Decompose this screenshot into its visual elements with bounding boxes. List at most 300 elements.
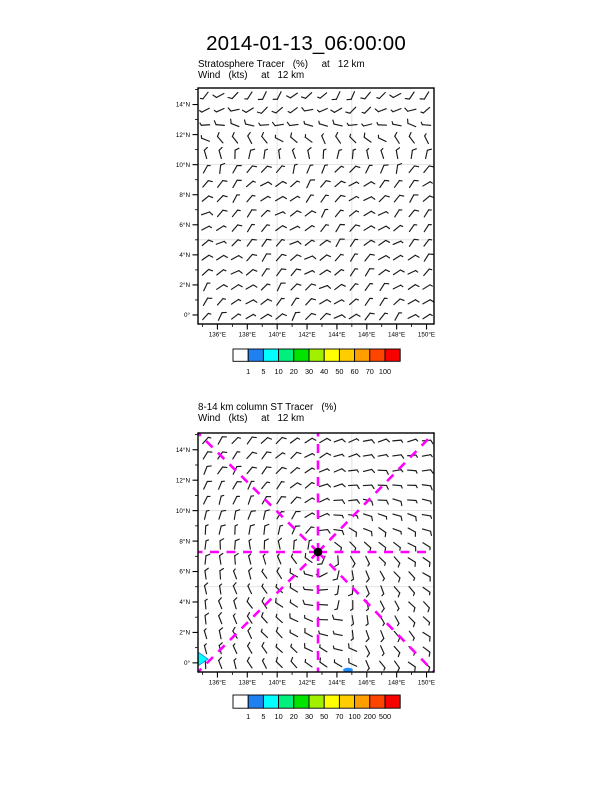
wind-barb: [290, 644, 299, 652]
wind-barb-tick: [208, 450, 212, 454]
wind-barb-tick: [312, 225, 314, 228]
wind-barb-staff: [334, 530, 342, 531]
wind-barb-tick: [400, 532, 402, 535]
wind-barb-staff: [363, 440, 371, 442]
wind-barb-tick: [214, 110, 216, 113]
wind-barb-tick: [430, 181, 432, 184]
wind-barb: [421, 573, 432, 581]
wind-barb-staff: [422, 515, 430, 516]
wind-barb-tick: [375, 108, 378, 112]
wind-barb: [349, 470, 359, 473]
wind-barb: [204, 465, 211, 476]
wind-barb: [293, 164, 297, 174]
wind-barb-tick: [377, 135, 379, 138]
wind-barb-staff: [305, 454, 313, 458]
wind-barb-staff: [232, 92, 238, 98]
wind-barb: [364, 210, 375, 219]
wind-barb-staff: [217, 196, 223, 202]
wind-barb-staff: [394, 587, 400, 593]
wind-barb: [362, 122, 372, 127]
wind-barb-tick: [428, 637, 432, 641]
wind-barb: [232, 209, 240, 218]
wind-barb: [203, 296, 211, 307]
wind-barb-staff: [217, 137, 222, 143]
wind-barb: [421, 106, 430, 114]
wind-barb: [235, 525, 238, 535]
wind-barb-tick: [281, 495, 285, 499]
wind-barb-tick: [282, 253, 286, 257]
y-axis-tick-label: 14°N: [175, 446, 190, 454]
wind-barb-staff: [278, 556, 281, 564]
wind-barb: [421, 558, 432, 567]
wind-barb-staff: [275, 138, 282, 142]
wind-barb-staff: [203, 181, 208, 187]
wind-barb-tick: [366, 579, 370, 582]
wind-barb-staff: [261, 284, 267, 290]
wind-barb-tick: [412, 638, 415, 640]
wind-barb-tick: [208, 179, 212, 183]
wind-barb: [366, 149, 370, 159]
wind-barb: [424, 209, 431, 218]
y-axis-tick-label: 8°N: [179, 538, 190, 546]
wind-barb-staff: [393, 455, 401, 456]
wind-barb-tick: [355, 268, 358, 270]
colorbar-tick-label: 40: [320, 367, 329, 376]
colorbar-cell: [385, 695, 400, 708]
wind-barb: [294, 540, 297, 550]
wind-barb-tick: [428, 577, 432, 581]
wind-barb-staff: [410, 195, 414, 202]
wind-barb: [246, 299, 257, 307]
wind-barb-staff: [291, 661, 297, 667]
wind-barb: [364, 239, 375, 248]
wind-barb: [289, 133, 299, 142]
wind-barb-tick: [384, 533, 388, 537]
wind-barb-staff: [247, 239, 252, 246]
wind-barb: [380, 179, 389, 190]
wind-barb-staff: [395, 181, 400, 188]
wind-barb-staff: [423, 647, 430, 652]
wind-barb-staff: [202, 226, 209, 230]
x-axis-tick-label: 136°E: [208, 679, 227, 687]
wind-barb-tick: [401, 241, 403, 244]
wind-barb-tick: [416, 314, 419, 318]
wind-barb-staff: [320, 93, 327, 98]
wind-barb-staff: [408, 300, 415, 304]
wind-barb-staff: [202, 240, 208, 245]
wind-barb: [232, 313, 241, 321]
wind-barb: [233, 179, 241, 190]
wind-barb-staff: [262, 166, 268, 172]
wind-barb-tick: [303, 121, 305, 124]
wind-barb: [277, 554, 283, 564]
wind-barb-tick: [430, 299, 434, 303]
colorbar-cell: [309, 349, 324, 361]
wind-barb: [202, 254, 213, 263]
wind-barb: [378, 514, 388, 519]
wind-barb-tick: [356, 224, 360, 228]
wind-barb-tick: [248, 554, 251, 556]
wind-barb: [307, 164, 313, 174]
wind-barb-staff: [233, 452, 237, 459]
wind-barb-tick: [265, 509, 269, 512]
wind-barb-tick: [385, 297, 388, 299]
wind-barb-tick: [278, 538, 282, 541]
wind-barb-staff: [409, 631, 414, 638]
wind-barb-staff: [349, 182, 356, 186]
wind-barb: [246, 284, 257, 292]
wind-barb: [379, 269, 390, 278]
wind-barb-tick: [429, 209, 432, 211]
wind-barb: [407, 572, 415, 581]
wind-barb-staff: [217, 299, 222, 305]
wind-barb: [274, 598, 285, 607]
wind-barb-tick: [400, 516, 403, 520]
wind-barb-tick: [253, 314, 255, 317]
wind-barb-staff: [246, 314, 253, 318]
wind-barb-staff: [290, 603, 297, 608]
wind-barb-tick: [415, 299, 419, 303]
wind-barb: [304, 659, 313, 666]
wind-barb-staff: [219, 511, 222, 519]
wind-barb-tick: [282, 313, 286, 317]
wind-barb-staff: [351, 269, 356, 276]
wind-barb-staff: [217, 255, 224, 259]
wind-barb-tick: [302, 107, 305, 111]
wind-barb-staff: [334, 300, 341, 304]
wind-barb-tick: [326, 312, 330, 316]
wind-barb: [334, 483, 345, 490]
wind-barb-staff: [409, 602, 415, 608]
wind-barb-tick: [351, 609, 353, 610]
wind-barb-staff: [364, 124, 372, 126]
wind-barb-tick: [297, 482, 301, 486]
wind-barb: [292, 149, 297, 159]
wind-barb: [248, 509, 255, 520]
wind-barb-staff: [424, 210, 428, 217]
wind-barb-staff: [409, 225, 414, 232]
wind-barb: [247, 180, 256, 188]
wind-barb-tick: [416, 270, 418, 273]
wind-barb-tick: [221, 524, 225, 527]
wind-barb-staff: [234, 571, 237, 579]
colorbar-tick-label: 50: [320, 712, 329, 721]
wind-barb-staff: [291, 497, 297, 503]
wind-barb: [205, 613, 210, 624]
wind-barb: [288, 614, 299, 622]
wind-barb-staff: [291, 137, 297, 142]
wind-barb-tick: [219, 553, 223, 556]
wind-barb-tick: [328, 529, 330, 533]
timestamp-title: 2014-01-13_06:00:00: [206, 32, 406, 55]
wind-barb-tick: [397, 623, 400, 625]
wind-barb-staff: [381, 631, 384, 639]
wind-barb: [247, 451, 257, 461]
wind-barb: [305, 210, 316, 219]
wind-barb: [424, 224, 431, 233]
wind-barb-tick: [235, 554, 239, 556]
wind-barb-tick: [413, 562, 417, 566]
wind-barb-tick: [267, 465, 271, 469]
wind-barb-staff: [381, 165, 384, 173]
wind-barb-tick: [401, 470, 403, 472]
wind-barb-staff: [381, 646, 384, 654]
wind-barb: [219, 553, 224, 564]
wind-barb-tick: [354, 548, 357, 550]
wind-barb-staff: [366, 571, 369, 579]
wind-barb-staff: [233, 616, 236, 624]
wind-barb-tick: [327, 269, 331, 273]
wind-barb: [218, 657, 225, 668]
wind-barb: [380, 282, 389, 293]
wind-barb-staff: [334, 500, 342, 501]
wind-barb: [305, 239, 314, 247]
wind-barb: [379, 255, 390, 263]
wind-barb-staff: [408, 271, 416, 275]
wind-barb-staff: [393, 499, 401, 501]
wind-barb-staff: [202, 212, 210, 215]
wind-barb-tick: [416, 439, 418, 442]
colorbar-tick-label: 5: [261, 712, 266, 721]
wind-barb-tick: [261, 642, 265, 646]
wind-barb-tick: [356, 165, 360, 169]
wind-barb-staff: [379, 542, 386, 547]
wind-barb-staff: [203, 92, 208, 99]
wind-barb: [422, 515, 432, 519]
wind-barb: [279, 149, 283, 159]
wind-barb: [233, 614, 239, 624]
wind-barb-tick: [303, 644, 306, 648]
wind-barb-tick: [342, 314, 345, 318]
wind-barb-staff: [305, 211, 312, 216]
wind-barb: [260, 613, 270, 623]
wind-barb: [365, 283, 372, 292]
wind-barb-staff: [379, 93, 385, 99]
colorbar-cell: [294, 695, 309, 708]
wind-barb-tick: [386, 454, 388, 456]
wind-barb: [276, 253, 286, 263]
wind-barb: [333, 646, 343, 650]
wind-barb-tick: [414, 224, 417, 226]
wind-barb-staff: [292, 313, 295, 321]
wind-barb-staff: [291, 255, 297, 260]
colorbar-tick-label: 100: [348, 712, 361, 721]
wind-barb-tick: [397, 653, 401, 657]
wind-barb-tick: [414, 532, 418, 536]
wind-barb-tick: [355, 283, 358, 285]
wind-barb-tick: [342, 454, 344, 457]
wind-barb: [365, 297, 372, 306]
wind-barb-staff: [246, 285, 253, 289]
wind-barb-staff: [220, 165, 221, 173]
wind-barb-staff: [423, 543, 430, 547]
wind-barb-staff: [393, 124, 401, 126]
wind-barb-tick: [237, 465, 241, 468]
wind-barb-staff: [291, 647, 297, 653]
wind-barb: [363, 631, 370, 642]
wind-barb-staff: [320, 453, 327, 458]
wind-barb: [231, 133, 240, 143]
wind-barb-staff: [232, 299, 239, 304]
wind-barb: [228, 106, 239, 112]
wind-barb-staff: [364, 137, 371, 142]
wind-barb-staff: [423, 107, 429, 113]
wind-barb: [202, 195, 212, 204]
wind-barb: [308, 540, 312, 550]
wind-barb-tick: [247, 627, 251, 630]
wind-barb-staff: [394, 225, 400, 230]
wind-barb-tick: [351, 639, 353, 640]
wind-barb-tick: [297, 210, 301, 214]
wind-barb-tick: [280, 525, 283, 527]
x-axis-tick-label: 142°E: [298, 679, 316, 687]
wind-barb-tick: [335, 564, 339, 566]
wind-barb-staff: [291, 452, 297, 458]
cross-section-line-sw: [198, 552, 318, 672]
wind-barb: [291, 210, 301, 219]
wind-barb: [234, 659, 239, 669]
wind-barb-staff: [334, 315, 342, 318]
wind-barb-staff: [378, 455, 386, 457]
wind-barb-tick: [237, 179, 241, 183]
wind-barb-staff: [320, 300, 327, 304]
wind-barb-tick: [318, 562, 322, 565]
wind-barb-tick: [363, 133, 367, 137]
wind-barb-staff: [364, 182, 371, 186]
wind-barb-staff: [263, 92, 267, 100]
wind-barb-staff: [219, 481, 222, 489]
wind-barb-staff: [337, 150, 339, 158]
wind-barb-tick: [281, 281, 285, 284]
wind-barb-staff: [307, 180, 311, 188]
wind-barb: [291, 554, 299, 563]
wind-barb-tick: [394, 133, 398, 137]
wind-barb-tick: [318, 121, 320, 124]
wind-barb: [261, 298, 271, 307]
wind-barb-tick: [370, 297, 373, 299]
colorbar-tick-label: 70: [365, 367, 374, 376]
colorbar-cell: [324, 349, 339, 361]
wind-barb: [264, 149, 268, 159]
wind-barb: [393, 285, 403, 291]
wind-barb-staff: [366, 165, 370, 173]
wind-barb: [395, 312, 402, 322]
wind-barb-staff: [336, 92, 340, 100]
colorbar-tick-label: 20: [289, 367, 298, 376]
wind-barb-tick: [342, 531, 344, 535]
wind-barb-tick: [335, 594, 337, 596]
wind-barb: [275, 644, 284, 652]
wind-barb-staff: [247, 210, 251, 217]
wind-barb-tick: [247, 642, 251, 646]
wind-barb-tick: [430, 531, 433, 535]
wind-barb-tick: [431, 454, 433, 456]
wind-barb-tick: [228, 107, 231, 111]
wind-barb-staff: [319, 589, 327, 590]
wind-barb-staff: [277, 571, 281, 578]
wind-barb: [303, 644, 314, 652]
wind-barb-tick: [386, 255, 390, 259]
wind-barb-staff: [335, 195, 341, 201]
wind-barb-tick: [309, 540, 311, 542]
wind-barb: [231, 255, 242, 263]
wind-barb-tick: [385, 179, 389, 183]
wind-barb: [423, 299, 434, 307]
wind-barb-tick: [401, 255, 403, 258]
wind-barb-staff: [305, 240, 312, 245]
wind-barb-staff: [395, 616, 399, 623]
wind-barb-tick: [209, 211, 212, 215]
wind-barb: [278, 525, 282, 535]
wind-barb-tick: [290, 657, 294, 661]
wind-barb: [204, 282, 210, 292]
wind-barb-tick: [327, 513, 329, 516]
wind-barb-staff: [349, 454, 357, 457]
wind-barb-tick: [292, 149, 295, 151]
wind-barb-staff: [408, 662, 415, 667]
wind-barb-staff: [322, 136, 325, 144]
wind-barb: [205, 568, 210, 579]
colorbar-cell: [233, 349, 248, 361]
wind-barb-tick: [272, 110, 276, 114]
wind-barb-staff: [233, 646, 236, 654]
wind-barb: [334, 515, 344, 518]
wind-barb-staff: [334, 634, 342, 636]
wind-barb-staff: [305, 648, 313, 652]
wind-barb-staff: [290, 226, 297, 230]
wind-barb: [306, 312, 316, 322]
wind-barb: [289, 583, 300, 592]
wind-barb-tick: [235, 539, 239, 541]
wind-barb-tick: [371, 210, 375, 214]
wind-barb-staff: [351, 254, 355, 261]
wind-barb-staff: [205, 601, 206, 609]
wind-barb: [319, 285, 330, 292]
wind-barb: [202, 268, 212, 278]
wind-barb: [243, 105, 254, 114]
wind-barb: [213, 90, 224, 98]
wind-barb: [335, 180, 345, 190]
wind-barb-staff: [205, 541, 206, 549]
wind-barb: [306, 194, 313, 203]
wind-barb: [246, 268, 256, 278]
wind-barb-tick: [265, 524, 269, 526]
colorbar-tick-label: 50: [335, 367, 344, 376]
wind-barb-tick: [282, 165, 285, 167]
wind-barb: [319, 483, 330, 490]
wind-barb: [247, 133, 255, 144]
wind-barb-staff: [334, 454, 342, 456]
wind-barb: [332, 615, 343, 620]
wind-barb: [422, 454, 432, 458]
wind-barb-tick: [223, 450, 227, 454]
wind-barb-tick: [290, 644, 292, 647]
wind-barb-tick: [400, 298, 404, 302]
wind-barb-tick: [260, 629, 262, 632]
wind-barb-tick: [289, 600, 291, 603]
wind-barb-staff: [277, 283, 281, 291]
wind-barb: [249, 148, 255, 159]
wind-barb-staff: [292, 150, 295, 158]
wind-barb-tick: [253, 299, 256, 303]
wind-barb: [277, 495, 286, 506]
wind-barb-staff: [335, 210, 340, 217]
wind-barb: [349, 500, 360, 505]
wind-barb: [320, 312, 330, 322]
wind-barb-tick: [381, 149, 384, 151]
wind-barb-tick: [224, 254, 228, 258]
wind-barb-tick: [357, 516, 358, 518]
